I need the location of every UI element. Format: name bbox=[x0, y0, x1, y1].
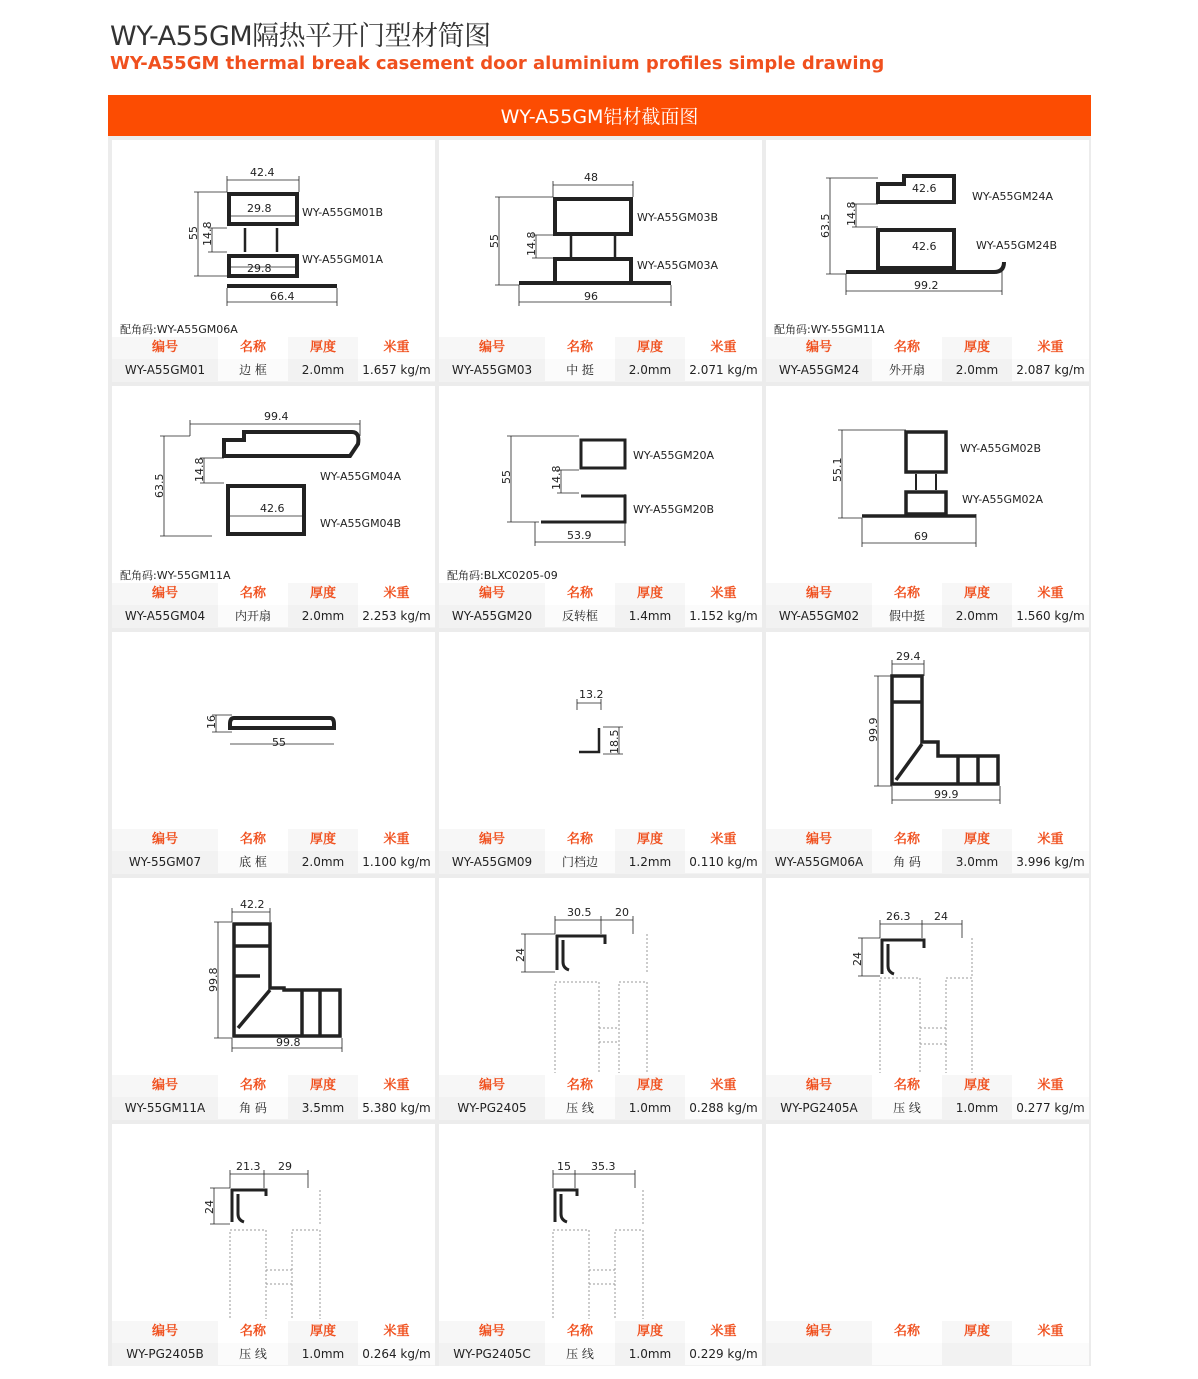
value-name: 中 挺 bbox=[545, 359, 615, 381]
value-thickness: 3.5mm bbox=[288, 1097, 358, 1119]
header-thickness: 厚度 bbox=[288, 583, 358, 605]
value-thickness: 1.4mm bbox=[615, 605, 685, 627]
page-subtitle: WY-A55GM thermal break casement door aluminium profiles simple drawing bbox=[110, 53, 885, 74]
dim-label: 42.6 bbox=[912, 240, 937, 253]
profile-card bbox=[439, 140, 762, 382]
header-weight: 米重 bbox=[685, 829, 762, 851]
profile-card bbox=[112, 386, 435, 628]
header-name: 名称 bbox=[872, 1321, 942, 1343]
header-weight: 米重 bbox=[358, 829, 435, 851]
header-name: 名称 bbox=[218, 337, 288, 359]
profile-drawing bbox=[766, 140, 1089, 335]
header-name: 名称 bbox=[218, 1075, 288, 1097]
corner-key-note: 配角码:WY-A55GM06A bbox=[120, 323, 238, 336]
header-thickness: 厚度 bbox=[942, 829, 1012, 851]
header-code: 编号 bbox=[766, 583, 872, 605]
profile-drawing bbox=[766, 878, 1089, 1073]
profile-drawing bbox=[112, 1124, 435, 1319]
value-weight: 2.253 kg/m bbox=[358, 605, 435, 627]
dim-label: 16 bbox=[205, 715, 218, 729]
dim-label: 15 bbox=[557, 1160, 571, 1173]
value-weight: 0.264 kg/m bbox=[358, 1343, 435, 1365]
header-weight: 米重 bbox=[1012, 337, 1089, 359]
dim-label: 69 bbox=[914, 530, 928, 543]
profile-card bbox=[112, 878, 435, 1120]
value-code: WY-A55GM03 bbox=[439, 359, 545, 381]
value-name: 角 码 bbox=[218, 1097, 288, 1119]
spec-table bbox=[112, 1321, 435, 1366]
header-weight: 米重 bbox=[685, 583, 762, 605]
dim-label: 13.2 bbox=[579, 688, 604, 701]
value-name: 边 框 bbox=[218, 359, 288, 381]
dim-label: 99.9 bbox=[934, 788, 959, 801]
header-thickness: 厚度 bbox=[615, 829, 685, 851]
value-code: WY-A55GM24 bbox=[766, 359, 872, 381]
dim-label: 63.5 bbox=[153, 473, 166, 498]
header-code: 编号 bbox=[112, 1075, 218, 1097]
header-thickness: 厚度 bbox=[942, 583, 1012, 605]
value-name: 压 线 bbox=[872, 1097, 942, 1119]
spec-table bbox=[112, 337, 435, 382]
value-weight: 0.110 kg/m bbox=[685, 851, 762, 873]
header-weight: 米重 bbox=[1012, 1075, 1089, 1097]
value-thickness: 2.0mm bbox=[942, 359, 1012, 381]
value-code: WY-PG2405B bbox=[112, 1343, 218, 1365]
value-name: 压 线 bbox=[218, 1343, 288, 1365]
value-thickness: 1.0mm bbox=[942, 1097, 1012, 1119]
value-name: 角 码 bbox=[872, 851, 942, 873]
corner-key-note: 配角码:BLXC0205-09 bbox=[447, 569, 558, 582]
spec-table bbox=[766, 829, 1089, 874]
header-name: 名称 bbox=[545, 1321, 615, 1343]
dim-label: 55 bbox=[500, 470, 513, 484]
spec-table bbox=[112, 829, 435, 874]
profile-card bbox=[439, 386, 762, 628]
part-label: WY-A55GM20A bbox=[633, 449, 715, 462]
header-code: 编号 bbox=[766, 1321, 872, 1343]
value-weight: 0.288 kg/m bbox=[685, 1097, 762, 1119]
value-name: 压 线 bbox=[545, 1343, 615, 1365]
dim-label: 55 bbox=[488, 234, 501, 248]
dim-label: 24 bbox=[934, 910, 948, 923]
value-code bbox=[766, 1343, 872, 1365]
part-label: WY-A55GM24B bbox=[976, 239, 1058, 252]
value-thickness: 2.0mm bbox=[288, 851, 358, 873]
value-thickness bbox=[942, 1343, 1012, 1365]
dim-label: 26.3 bbox=[886, 910, 911, 923]
header-name: 名称 bbox=[218, 1321, 288, 1343]
part-label: WY-A55GM01B bbox=[302, 206, 384, 219]
page-title: WY-A55GM隔热平开门型材简图 bbox=[110, 21, 491, 52]
dim-label: 24 bbox=[203, 1200, 216, 1214]
header-code: 编号 bbox=[766, 337, 872, 359]
header-name: 名称 bbox=[872, 1075, 942, 1097]
value-name: 内开扇 bbox=[218, 605, 288, 627]
profile-drawing bbox=[112, 386, 435, 581]
value-weight: 3.996 kg/m bbox=[1012, 851, 1089, 873]
dim-label: 55 bbox=[272, 736, 286, 749]
header-name: 名称 bbox=[545, 1075, 615, 1097]
dim-label: 42.6 bbox=[260, 502, 285, 515]
value-code: WY-A55GM04 bbox=[112, 605, 218, 627]
profile-card bbox=[766, 878, 1089, 1120]
dim-label: 42.6 bbox=[912, 182, 937, 195]
value-thickness: 1.0mm bbox=[288, 1343, 358, 1365]
dim-label: 96 bbox=[584, 290, 598, 303]
dim-label: 24 bbox=[514, 948, 527, 962]
dim-label: 42.2 bbox=[240, 898, 265, 911]
spec-table bbox=[766, 1321, 1089, 1366]
header-thickness: 厚度 bbox=[942, 1321, 1012, 1343]
profile-drawing bbox=[439, 878, 762, 1073]
profile-drawing bbox=[766, 632, 1089, 827]
profile-drawing bbox=[439, 1124, 762, 1319]
header-code: 编号 bbox=[112, 583, 218, 605]
dim-label: 63.5 bbox=[819, 213, 832, 238]
header-thickness: 厚度 bbox=[942, 337, 1012, 359]
spec-table bbox=[439, 1321, 762, 1366]
header-name: 名称 bbox=[872, 337, 942, 359]
header-weight: 米重 bbox=[358, 1075, 435, 1097]
header-code: 编号 bbox=[439, 583, 545, 605]
part-label: WY-A55GM01A bbox=[302, 253, 384, 266]
value-code: WY-55GM11A bbox=[112, 1097, 218, 1119]
dim-label: 14.8 bbox=[525, 231, 538, 256]
profile-card bbox=[112, 140, 435, 382]
part-label: WY-A55GM02B bbox=[960, 442, 1042, 455]
spec-table bbox=[112, 583, 435, 628]
header-weight: 米重 bbox=[358, 583, 435, 605]
header-weight: 米重 bbox=[1012, 829, 1089, 851]
value-thickness: 1.0mm bbox=[615, 1343, 685, 1365]
value-thickness: 2.0mm bbox=[615, 359, 685, 381]
dim-label: 14.8 bbox=[193, 457, 206, 482]
profile-drawing bbox=[766, 386, 1089, 581]
header-name: 名称 bbox=[545, 829, 615, 851]
value-weight: 2.071 kg/m bbox=[685, 359, 762, 381]
dim-label: 99.2 bbox=[914, 279, 939, 292]
profile-card bbox=[439, 1124, 762, 1366]
dim-label: 99.8 bbox=[276, 1036, 301, 1049]
value-name: 反转框 bbox=[545, 605, 615, 627]
header-name: 名称 bbox=[545, 583, 615, 605]
header-name: 名称 bbox=[872, 583, 942, 605]
header-weight: 米重 bbox=[685, 1075, 762, 1097]
header-weight: 米重 bbox=[358, 337, 435, 359]
dim-label: 35.3 bbox=[591, 1160, 616, 1173]
profile-card bbox=[439, 632, 762, 874]
dim-label: 29 bbox=[278, 1160, 292, 1173]
part-label: WY-A55GM04A bbox=[320, 470, 402, 483]
value-weight: 1.100 kg/m bbox=[358, 851, 435, 873]
header-code: 编号 bbox=[439, 1321, 545, 1343]
corner-key-note: 配角码:WY-55GM11A bbox=[774, 323, 885, 336]
profile-card bbox=[766, 386, 1089, 628]
dim-label: 24 bbox=[851, 952, 864, 966]
dim-label: 29.4 bbox=[896, 650, 921, 663]
value-weight: 1.152 kg/m bbox=[685, 605, 762, 627]
dim-label: 99.9 bbox=[867, 717, 880, 742]
header-thickness: 厚度 bbox=[288, 337, 358, 359]
header-thickness: 厚度 bbox=[288, 1075, 358, 1097]
dim-label: 48 bbox=[584, 171, 598, 184]
dim-label: 55 bbox=[187, 226, 200, 240]
value-code: WY-A55GM01 bbox=[112, 359, 218, 381]
value-code: WY-PG2405 bbox=[439, 1097, 545, 1119]
profile-card bbox=[112, 1124, 435, 1366]
header-code: 编号 bbox=[766, 1075, 872, 1097]
profile-drawing bbox=[439, 632, 762, 827]
dim-label: 18.5 bbox=[608, 729, 621, 754]
value-thickness: 1.0mm bbox=[615, 1097, 685, 1119]
part-label: WY-A55GM20B bbox=[633, 503, 715, 516]
header-name: 名称 bbox=[218, 583, 288, 605]
dim-label: 42.4 bbox=[250, 166, 275, 179]
part-label: WY-A55GM03A bbox=[637, 259, 719, 272]
value-name: 门档边 bbox=[545, 851, 615, 873]
corner-key-note: 配角码:WY-55GM11A bbox=[120, 569, 231, 582]
value-name: 假中挺 bbox=[872, 605, 942, 627]
section-banner bbox=[108, 95, 1091, 136]
header-thickness: 厚度 bbox=[615, 337, 685, 359]
value-code: WY-A55GM06A bbox=[766, 851, 872, 873]
header-name: 名称 bbox=[218, 829, 288, 851]
dim-label: 29.8 bbox=[247, 202, 272, 215]
dim-label: 99.8 bbox=[207, 967, 220, 992]
part-label: WY-A55GM04B bbox=[320, 517, 402, 530]
profile-card bbox=[766, 632, 1089, 874]
dim-label: 66.4 bbox=[270, 290, 295, 303]
dim-label: 29.8 bbox=[247, 262, 272, 275]
header-code: 编号 bbox=[439, 829, 545, 851]
spec-table bbox=[439, 829, 762, 874]
dim-label: 21.3 bbox=[236, 1160, 261, 1173]
header-code: 编号 bbox=[112, 1321, 218, 1343]
value-code: WY-A55GM02 bbox=[766, 605, 872, 627]
header-name: 名称 bbox=[872, 829, 942, 851]
value-thickness: 2.0mm bbox=[288, 605, 358, 627]
profile-drawing bbox=[112, 632, 435, 827]
spec-table bbox=[439, 337, 762, 382]
value-code: WY-55GM07 bbox=[112, 851, 218, 873]
profile-drawing bbox=[112, 140, 435, 335]
header-thickness: 厚度 bbox=[615, 1075, 685, 1097]
value-code: WY-PG2405C bbox=[439, 1343, 545, 1365]
header-thickness: 厚度 bbox=[288, 829, 358, 851]
value-code: WY-A55GM20 bbox=[439, 605, 545, 627]
spec-table bbox=[766, 337, 1089, 382]
value-thickness: 3.0mm bbox=[942, 851, 1012, 873]
header-code: 编号 bbox=[112, 337, 218, 359]
value-name: 底 框 bbox=[218, 851, 288, 873]
header-code: 编号 bbox=[766, 829, 872, 851]
spec-table bbox=[112, 1075, 435, 1120]
dim-label: 14.8 bbox=[550, 465, 563, 490]
header-code: 编号 bbox=[112, 829, 218, 851]
part-label: WY-A55GM02A bbox=[962, 493, 1044, 506]
value-code: WY-A55GM09 bbox=[439, 851, 545, 873]
value-name: 压 线 bbox=[545, 1097, 615, 1119]
value-weight: 1.560 kg/m bbox=[1012, 605, 1089, 627]
banner-label: WY-A55GM铝材截面图 bbox=[500, 106, 699, 128]
spec-table bbox=[439, 583, 762, 628]
value-name: 外开扇 bbox=[872, 359, 942, 381]
dim-label: 14.8 bbox=[845, 201, 858, 226]
value-thickness: 2.0mm bbox=[288, 359, 358, 381]
profile-card-empty bbox=[766, 1124, 1089, 1366]
part-label: WY-A55GM24A bbox=[972, 190, 1054, 203]
value-code: WY-PG2405A bbox=[766, 1097, 872, 1119]
profile-card bbox=[439, 878, 762, 1120]
part-label: WY-A55GM03B bbox=[637, 211, 719, 224]
spec-table bbox=[766, 583, 1089, 628]
header-weight: 米重 bbox=[685, 337, 762, 359]
value-name bbox=[872, 1343, 942, 1365]
header-name: 名称 bbox=[545, 337, 615, 359]
header-thickness: 厚度 bbox=[942, 1075, 1012, 1097]
value-weight bbox=[1012, 1343, 1089, 1365]
value-weight: 5.380 kg/m bbox=[358, 1097, 435, 1119]
dim-label: 20 bbox=[615, 906, 629, 919]
value-weight: 2.087 kg/m bbox=[1012, 359, 1089, 381]
profile-card bbox=[766, 140, 1089, 382]
value-weight: 1.657 kg/m bbox=[358, 359, 435, 381]
header-thickness: 厚度 bbox=[615, 583, 685, 605]
profile-drawing bbox=[439, 140, 762, 335]
header-code: 编号 bbox=[439, 1075, 545, 1097]
header-thickness: 厚度 bbox=[288, 1321, 358, 1343]
dim-label: 99.4 bbox=[264, 410, 289, 423]
spec-table bbox=[766, 1075, 1089, 1120]
dim-label: 53.9 bbox=[567, 529, 592, 542]
spec-table bbox=[439, 1075, 762, 1120]
dim-label: 14.8 bbox=[201, 221, 214, 246]
value-thickness: 1.2mm bbox=[615, 851, 685, 873]
header-weight: 米重 bbox=[685, 1321, 762, 1343]
profile-card bbox=[112, 632, 435, 874]
header-thickness: 厚度 bbox=[615, 1321, 685, 1343]
value-weight: 0.277 kg/m bbox=[1012, 1097, 1089, 1119]
profile-drawing bbox=[439, 386, 762, 581]
profile-grid bbox=[108, 136, 1091, 1366]
value-thickness: 2.0mm bbox=[942, 605, 1012, 627]
dim-label: 55.1 bbox=[831, 457, 844, 482]
header-weight: 米重 bbox=[1012, 583, 1089, 605]
profile-drawing bbox=[112, 878, 435, 1073]
header-code: 编号 bbox=[439, 337, 545, 359]
dim-label: 30.5 bbox=[567, 906, 592, 919]
header-weight: 米重 bbox=[1012, 1321, 1089, 1343]
value-weight: 0.229 kg/m bbox=[685, 1343, 762, 1365]
header-weight: 米重 bbox=[358, 1321, 435, 1343]
